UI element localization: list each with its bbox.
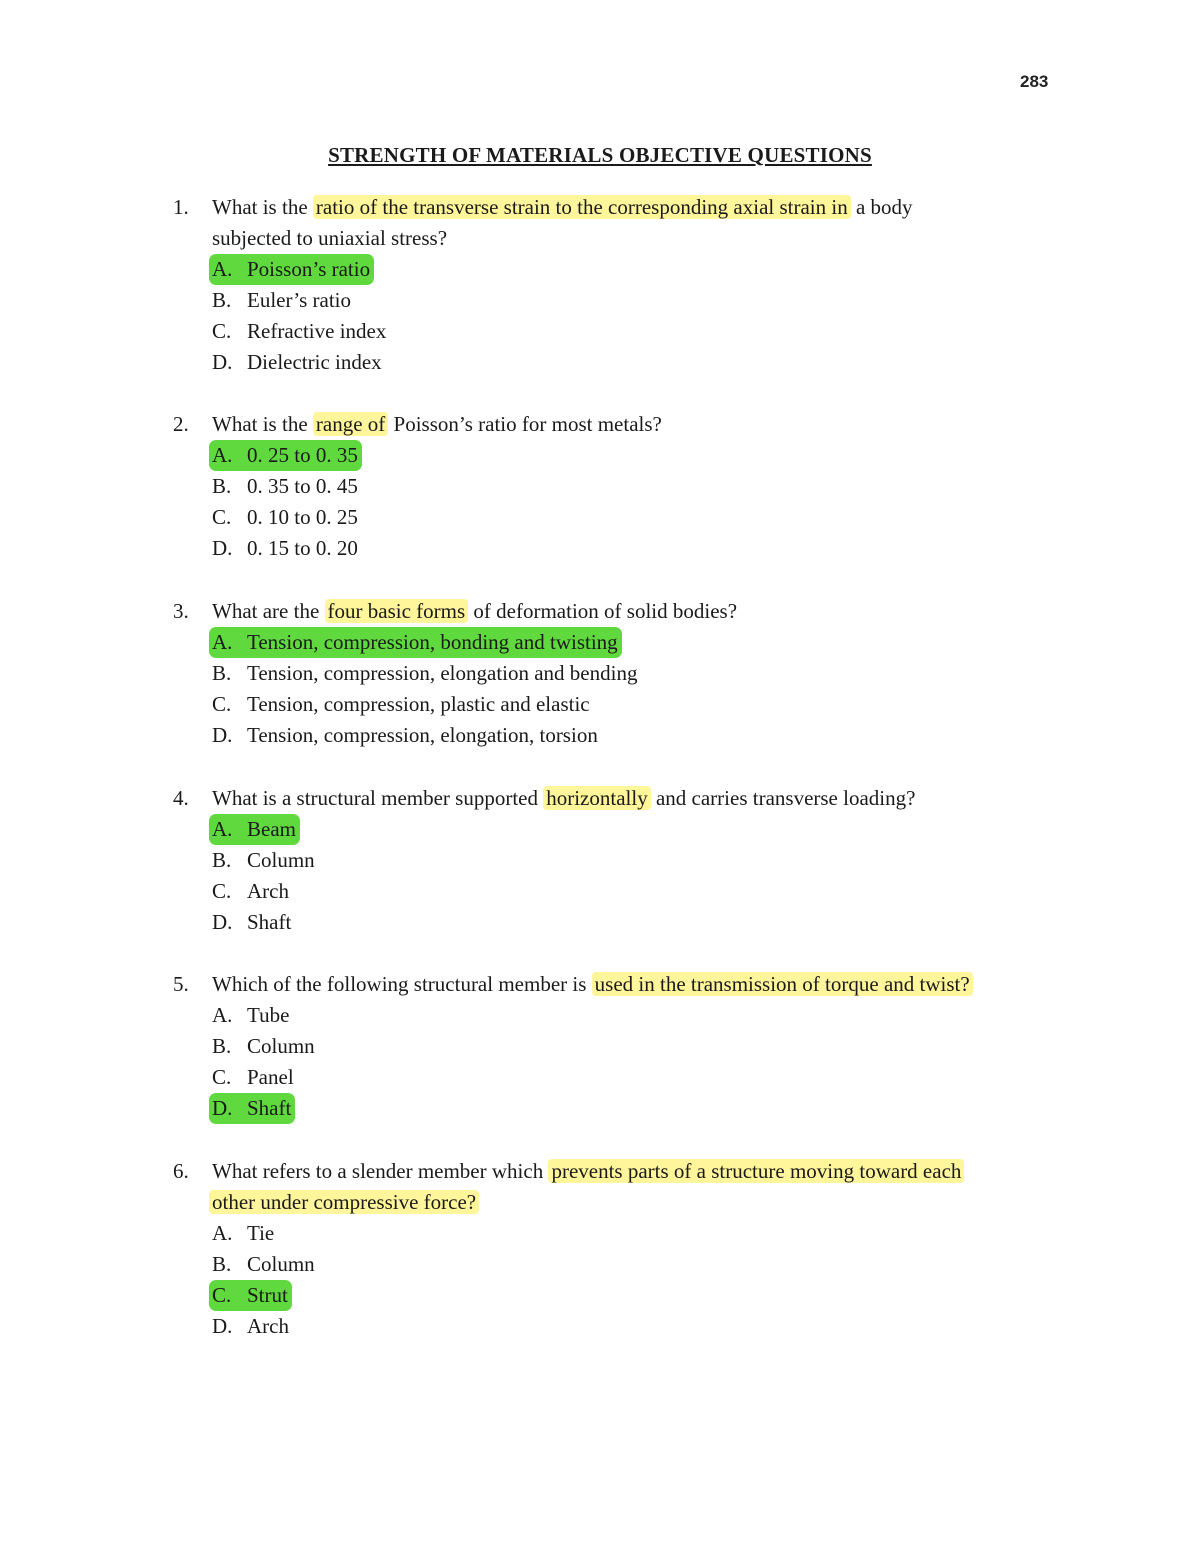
question-number: 3. [173, 599, 189, 623]
option-a: A. Tie [212, 1221, 275, 1245]
question-number: 4. [173, 786, 189, 810]
question-text: What are the [212, 599, 320, 623]
option-a: A. Tube [212, 1003, 290, 1027]
page-number: 283 [1020, 72, 1049, 91]
option-a [173, 814, 1073, 845]
highlighted-phrase: other under compressive force? [209, 1190, 479, 1214]
option-a [173, 627, 1073, 658]
option-c: C. Arch [212, 879, 289, 903]
option-d: D. Dielectric index [212, 350, 382, 374]
correct-answer-highlight: C. Strut [209, 1280, 292, 1311]
option-b: B. Tension, compression, elongation and bending [212, 661, 638, 685]
option-b: B. Column [212, 848, 315, 872]
option-c: C. 0. 10 to 0. 25 [212, 505, 358, 529]
highlighted-phrase: four basic forms [325, 599, 469, 623]
option-c: C. Tension, compression, plastic and elastic [212, 692, 590, 716]
option-c: C. Panel [212, 1065, 294, 1089]
question-text: What is a structural member supported [212, 786, 538, 810]
option-c: C. Refractive index [212, 319, 387, 343]
option-c [173, 1280, 1073, 1311]
question-number: 1. [173, 195, 189, 219]
option-b: B. Euler’s ratio [212, 288, 351, 312]
correct-answer-highlight: A. 0. 25 to 0. 35 [209, 440, 362, 471]
question-1 [173, 192, 1073, 378]
question-text: Poisson’s ratio for most metals? [393, 412, 662, 436]
question-text: of deformation of solid bodies? [473, 599, 738, 623]
option-d [173, 1093, 1073, 1124]
highlighted-phrase: prevents parts of a structure moving toward each [548, 1159, 964, 1183]
correct-answer-highlight: A. Tension, compression, bonding and twisting [209, 627, 622, 658]
question-text-continued: subjected to uniaxial stress? [212, 226, 448, 250]
question-text: What is the [212, 195, 308, 219]
highlighted-phrase: used in the transmission of torque and twist? [592, 972, 973, 996]
question-3 [173, 596, 1073, 751]
correct-answer-highlight: D. Shaft [209, 1093, 295, 1124]
correct-answer-highlight: A. Beam [209, 814, 300, 845]
highlighted-phrase: range of [313, 412, 388, 436]
question-5 [173, 969, 1073, 1124]
option-a [173, 254, 1073, 285]
question-6 [173, 1156, 1073, 1342]
correct-answer-highlight: A. Poisson’s ratio [209, 254, 374, 285]
option-d: D. 0. 15 to 0. 20 [212, 536, 358, 560]
option-d: D. Arch [212, 1314, 289, 1338]
option-b: B. 0. 35 to 0. 45 [212, 474, 358, 498]
question-4 [173, 783, 1073, 938]
question-number: 6. [173, 1159, 189, 1183]
question-number: 2. [173, 412, 189, 436]
question-text: Which of the following structural member is [212, 972, 587, 996]
question-text: What is the [212, 412, 308, 436]
highlighted-phrase: ratio of the transverse strain to the corresponding axial strain in [313, 195, 851, 219]
option-a [173, 440, 1073, 471]
option-d: D. Tension, compression, elongation, torsion [212, 723, 598, 747]
page-title: STRENGTH OF MATERIALS OBJECTIVE QUESTIONS [328, 143, 872, 167]
question-text: What refers to a slender member which [212, 1159, 544, 1183]
question-2 [173, 409, 1073, 564]
question-text: and carries transverse loading? [655, 786, 916, 810]
option-d: D. Shaft [212, 910, 292, 934]
option-b: B. Column [212, 1252, 315, 1276]
highlighted-phrase: horizontally [543, 786, 650, 810]
question-number: 5. [173, 972, 189, 996]
option-b: B. Column [212, 1034, 315, 1058]
question-text: a body [855, 195, 913, 219]
